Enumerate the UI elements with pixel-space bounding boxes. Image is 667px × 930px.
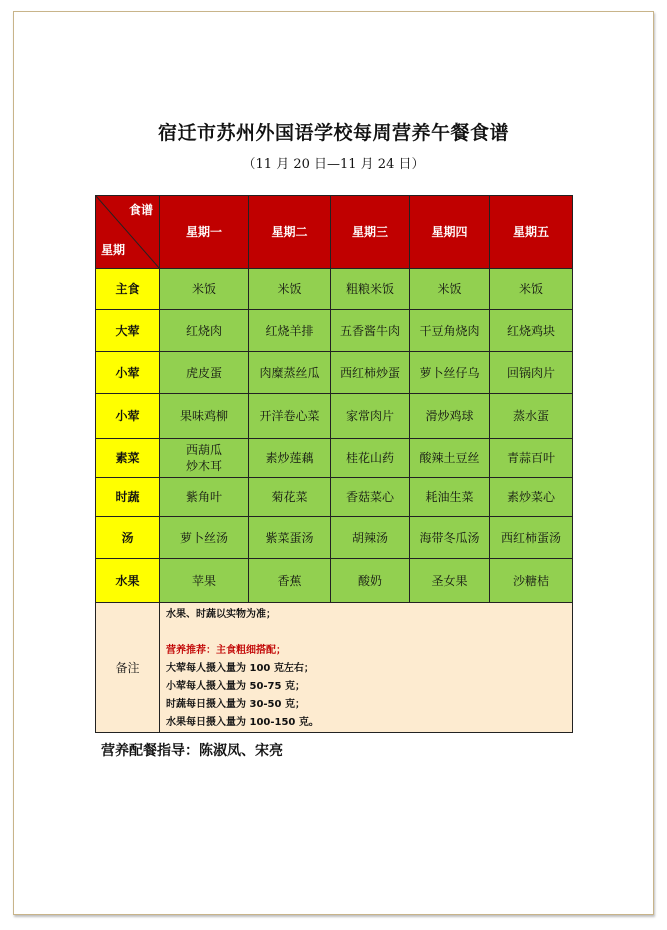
menu-cell: 菊花菜 — [249, 478, 331, 517]
page-title: 宿迁市苏州外国语学校每周营养午餐食谱 — [157, 122, 509, 144]
notes-cell — [160, 603, 573, 733]
menu-cell: 果味鸡柳 — [160, 394, 249, 439]
menu-cell: 滑炒鸡球 — [410, 394, 490, 439]
day-header-mon: 星期一 — [160, 196, 249, 269]
menu-cell: 米饭 — [490, 269, 573, 310]
menu-cell: 干豆角烧肉 — [410, 310, 490, 352]
menu-cell: 海带冬瓜汤 — [410, 517, 490, 559]
menu-cell: 蒸水蛋 — [490, 394, 573, 439]
menu-cell: 红烧肉 — [160, 310, 249, 352]
menu-cell: 西红柿蛋汤 — [490, 517, 573, 559]
menu-cell: 红烧鸡块 — [490, 310, 573, 352]
menu-cell: 回锅肉片 — [490, 352, 573, 394]
menu-cell: 青蒜百叶 — [490, 439, 573, 478]
table-row — [96, 478, 573, 517]
note-line — [166, 624, 572, 642]
row-label: 汤 — [96, 517, 160, 559]
menu-cell: 桂花山药 — [331, 439, 410, 478]
menu-cell: 肉糜蒸丝瓜 — [249, 352, 331, 394]
menu-cell: 粗粮米饭 — [331, 269, 410, 310]
table-row — [96, 310, 573, 352]
menu-cell: 虎皮蛋 — [160, 352, 249, 394]
menu-cell: 红烧羊排 — [249, 310, 331, 352]
note-recommendation: 营养推荐：主食粗细搭配； — [166, 645, 286, 656]
menu-cell: 米饭 — [410, 269, 490, 310]
menu-cell: 萝卜丝仔乌 — [410, 352, 490, 394]
table-row — [96, 559, 573, 603]
note-line: 时蔬每日摄入量为 30-50 克； — [166, 699, 305, 710]
note-line: 小荤每人摄入量为 50-75 克； — [166, 681, 305, 692]
menu-cell: 五香酱牛肉 — [331, 310, 410, 352]
menu-cell: 米饭 — [160, 269, 249, 310]
row-label: 时蔬 — [96, 478, 160, 517]
menu-cell: 苹果 — [160, 559, 249, 603]
note-line: 水果、时蔬以实物为准； — [166, 609, 276, 620]
day-header-thu: 星期四 — [410, 196, 490, 269]
menu-cell: 家常肉片 — [331, 394, 410, 439]
row-label: 素菜 — [96, 439, 160, 478]
menu-cell: 圣女果 — [410, 559, 490, 603]
corner-label-weekday: 星期 — [101, 243, 126, 257]
menu-cell: 酸辣土豆丝 — [410, 439, 490, 478]
menu-cell: 西红柿炒蛋 — [331, 352, 410, 394]
row-label: 水果 — [96, 559, 160, 603]
corner-label-menu: 食谱 — [128, 203, 153, 217]
day-header-wed: 星期三 — [331, 196, 410, 269]
table-row — [96, 517, 573, 559]
date-range-subtitle: （11 月 20 日—11 月 24 日） — [242, 157, 425, 172]
menu-cell: 紫角叶 — [160, 478, 249, 517]
menu-cell: 西葫瓜 炒木耳 — [160, 439, 249, 478]
menu-cell: 沙糖桔 — [490, 559, 573, 603]
notes-row — [96, 603, 573, 733]
notes-label: 备注 — [96, 603, 160, 733]
note-line: 水果每日摄入量为 100-150 克。 — [166, 717, 319, 728]
nutrition-guidance-credit: 营养配餐指导：陈淑凤、宋亮 — [101, 743, 283, 759]
menu-cell: 耗油生菜 — [410, 478, 490, 517]
menu-cell: 素炒莲藕 — [249, 439, 331, 478]
menu-cell: 米饭 — [249, 269, 331, 310]
table-row — [96, 439, 573, 478]
lunch-menu-table — [95, 195, 573, 733]
menu-cell: 香蕉 — [249, 559, 331, 603]
menu-cell: 香菇菜心 — [331, 478, 410, 517]
menu-cell: 萝卜丝汤 — [160, 517, 249, 559]
menu-cell: 酸奶 — [331, 559, 410, 603]
menu-cell: 开洋卷心菜 — [249, 394, 331, 439]
menu-cell: 胡辣汤 — [331, 517, 410, 559]
table-row — [96, 394, 573, 439]
note-line: 大荤每人摄入量为 100 克左右； — [166, 663, 314, 674]
table-row — [96, 352, 573, 394]
row-label: 小荤 — [96, 352, 160, 394]
day-header-fri: 星期五 — [490, 196, 573, 269]
menu-cell: 紫菜蛋汤 — [249, 517, 331, 559]
row-label: 小荤 — [96, 394, 160, 439]
corner-header-cell — [96, 196, 160, 269]
row-label: 主食 — [96, 269, 160, 310]
table-row — [96, 269, 573, 310]
day-header-tue: 星期二 — [249, 196, 331, 269]
header-row — [96, 196, 573, 269]
row-label: 大荤 — [96, 310, 160, 352]
menu-cell: 素炒菜心 — [490, 478, 573, 517]
